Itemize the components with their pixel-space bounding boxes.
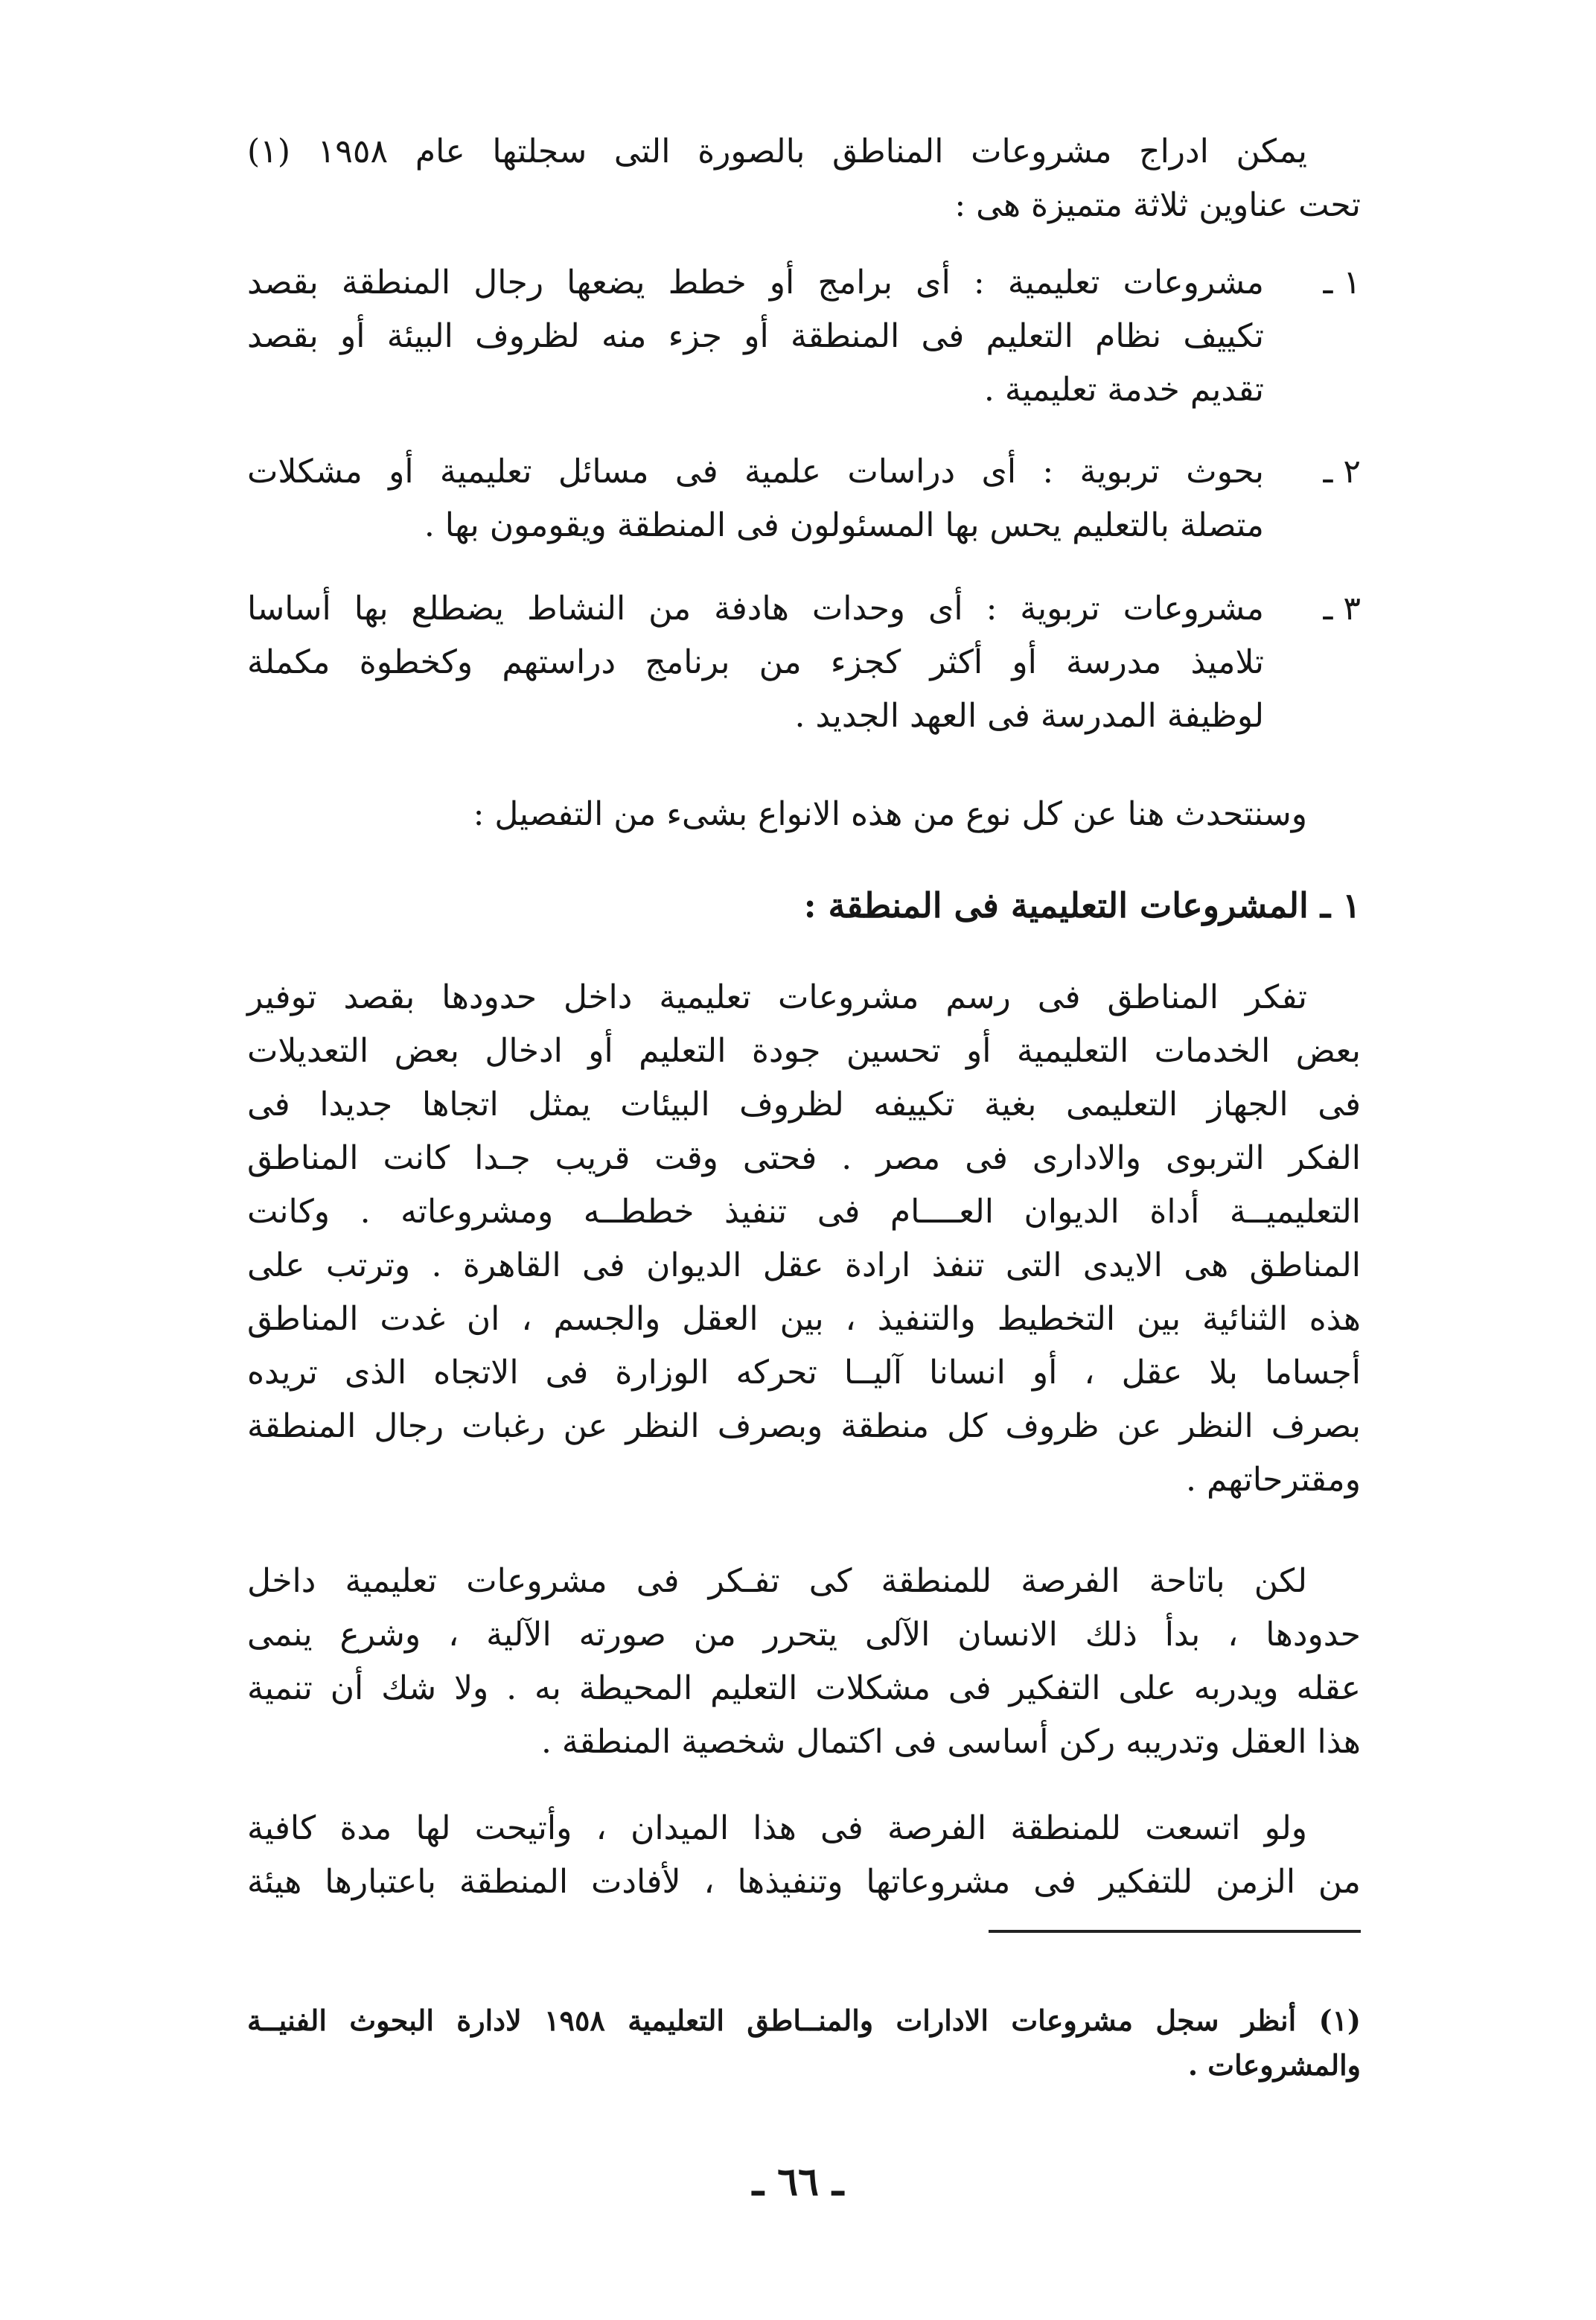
paragraph-line: عقله ويدربه على التفكير فى مشكلات التعليم المحيطة به . ولا شك أن تنمية [247,1669,1361,1707]
list-item-line: بحوث تربوية : أى دراسات علمية فى مسائل تعليمية أو مشكلات [247,453,1264,491]
paragraph-line: أجساما بلا عقل ، أو انسانا آليــا تحركه الوزارة فى الاتجاه الذى تريده [247,1354,1361,1392]
list-item-line: تقديم خدمة تعليمية . [983,371,1264,409]
intro-line-2: تحت عناوين ثلاثة متميزة هى : [954,186,1361,224]
list-item-number: ٣ ـ [1323,590,1361,628]
intro-line-1: يمكن ادراج مشروعات المناطق بالصورة التى سجلتها عام ١٩٥٨ (١) [247,133,1307,171]
section-heading-block [247,879,1361,932]
paragraph-line: هذا العقل وتدريبه ركن أساسى فى اكتمال شخصية المنطقة . [540,1723,1361,1761]
body-paragraph [247,1555,1361,1769]
list-item-number: ٢ ـ [1323,453,1361,491]
intro-paragraph [247,125,1361,232]
paragraph-line: فى الجهاز التعليمى بغية تكييفه لظروف البيئات يمثل اتجاها جديدا فى [247,1086,1361,1124]
list-item [247,256,1361,417]
list-item-line: مشروعات تعليمية : أى برامج أو خطط يضعها رجال المنطقة بقصد [247,264,1264,302]
list-item-line: لوظيفة المدرسة فى العهد الجديد . [794,697,1264,735]
paragraph-line: لكن باتاحة الفرصة للمنطقة كى تفـكر فى مشروعات تعليمية داخل [247,1562,1307,1600]
transition-line: وسنتحدث هنا عن كل نوع من هذه الانواع بشىء من التفصيل : [473,795,1307,833]
paragraph-line: التعليميــة أداة الديوان العــــام فى تنفيذ خططــه ومشروعاته . وكانت [247,1193,1362,1231]
body-paragraph [247,971,1361,1507]
list-item-line: مشروعات تربوية : أى وحدات هادفة من النشاط يضطلع بها أساسا [247,590,1264,628]
paragraph-line: بصرف النظر عن ظروف كل منطقة وبصرف النظر عن رغبات رجال المنطقة [247,1407,1361,1445]
list-item-line: متصلة بالتعليم يحس بها المسئولون فى المنطقة ويقومون بها . [424,506,1264,544]
list-item [247,445,1361,552]
footnote-divider [989,1930,1361,1933]
list-item-line: تلاميذ مدرسة أو أكثر كجزء من برنامج دراستهم وكخطوة مكملة [247,643,1264,681]
paragraph-line: بعض الخدمات التعليمية أو تحسين جودة التعليم أو ادخال بعض التعديلات [247,1032,1361,1070]
page-number: ـ ٦٦ ـ [752,2159,844,2205]
paragraph-line: هذه الثنائية بين التخطيط والتنفيذ ، بين العقل والجسم ، ان غدت المناطق [247,1300,1361,1338]
footnote-line: (١) أنظر سجل مشروعات الادارات والمنــاطق التعليمية ١٩٥٨ لادارة البحوث الفنيــة [247,2004,1361,2037]
paragraph-line: ولو اتسعت للمنطقة الفرصة فى هذا الميدان ، وأتيحت لها مدة كافية [247,1809,1307,1847]
list-item-number: ١ ـ [1323,264,1361,302]
paragraph-line: تفكر المناطق فى رسم مشروعات تعليمية داخل حدودها بقصد توفير [247,978,1307,1016]
body-paragraph [247,1802,1361,1909]
paragraph-line: ومقترحاتهم . [1185,1461,1361,1499]
section-heading: ١ ـ المشروعات التعليمية فى المنطقة : [803,885,1361,925]
list-item-line: تكييف نظام التعليم فى المنطقة أو جزء منه لظروف البيئة أو بقصد [247,317,1264,355]
paragraph-line: حدودها ، بدأ ذلك الانسان الآلى يتحرر من صورته الآلية ، وشرع ينمى [247,1616,1361,1654]
paragraph-line: من الزمن للتفكير فى مشروعاتها وتنفيذها ، لأفادت المنطقة باعتبارها هيئة [247,1863,1361,1901]
list-item [247,582,1361,743]
paragraph-line: المناطق هى الايدى التى تنفذ ارادة عقل الديوان فى القاهرة . وترتب على [247,1246,1361,1284]
transition-paragraph [247,788,1361,841]
footnote [247,1998,1361,2088]
paragraph-line: الفكر التربوى والادارى فى مصر . فحتى وقت قريب جـدا كانت المناطق [247,1139,1361,1177]
footnote-line: والمشروعات . [1187,2048,1361,2082]
